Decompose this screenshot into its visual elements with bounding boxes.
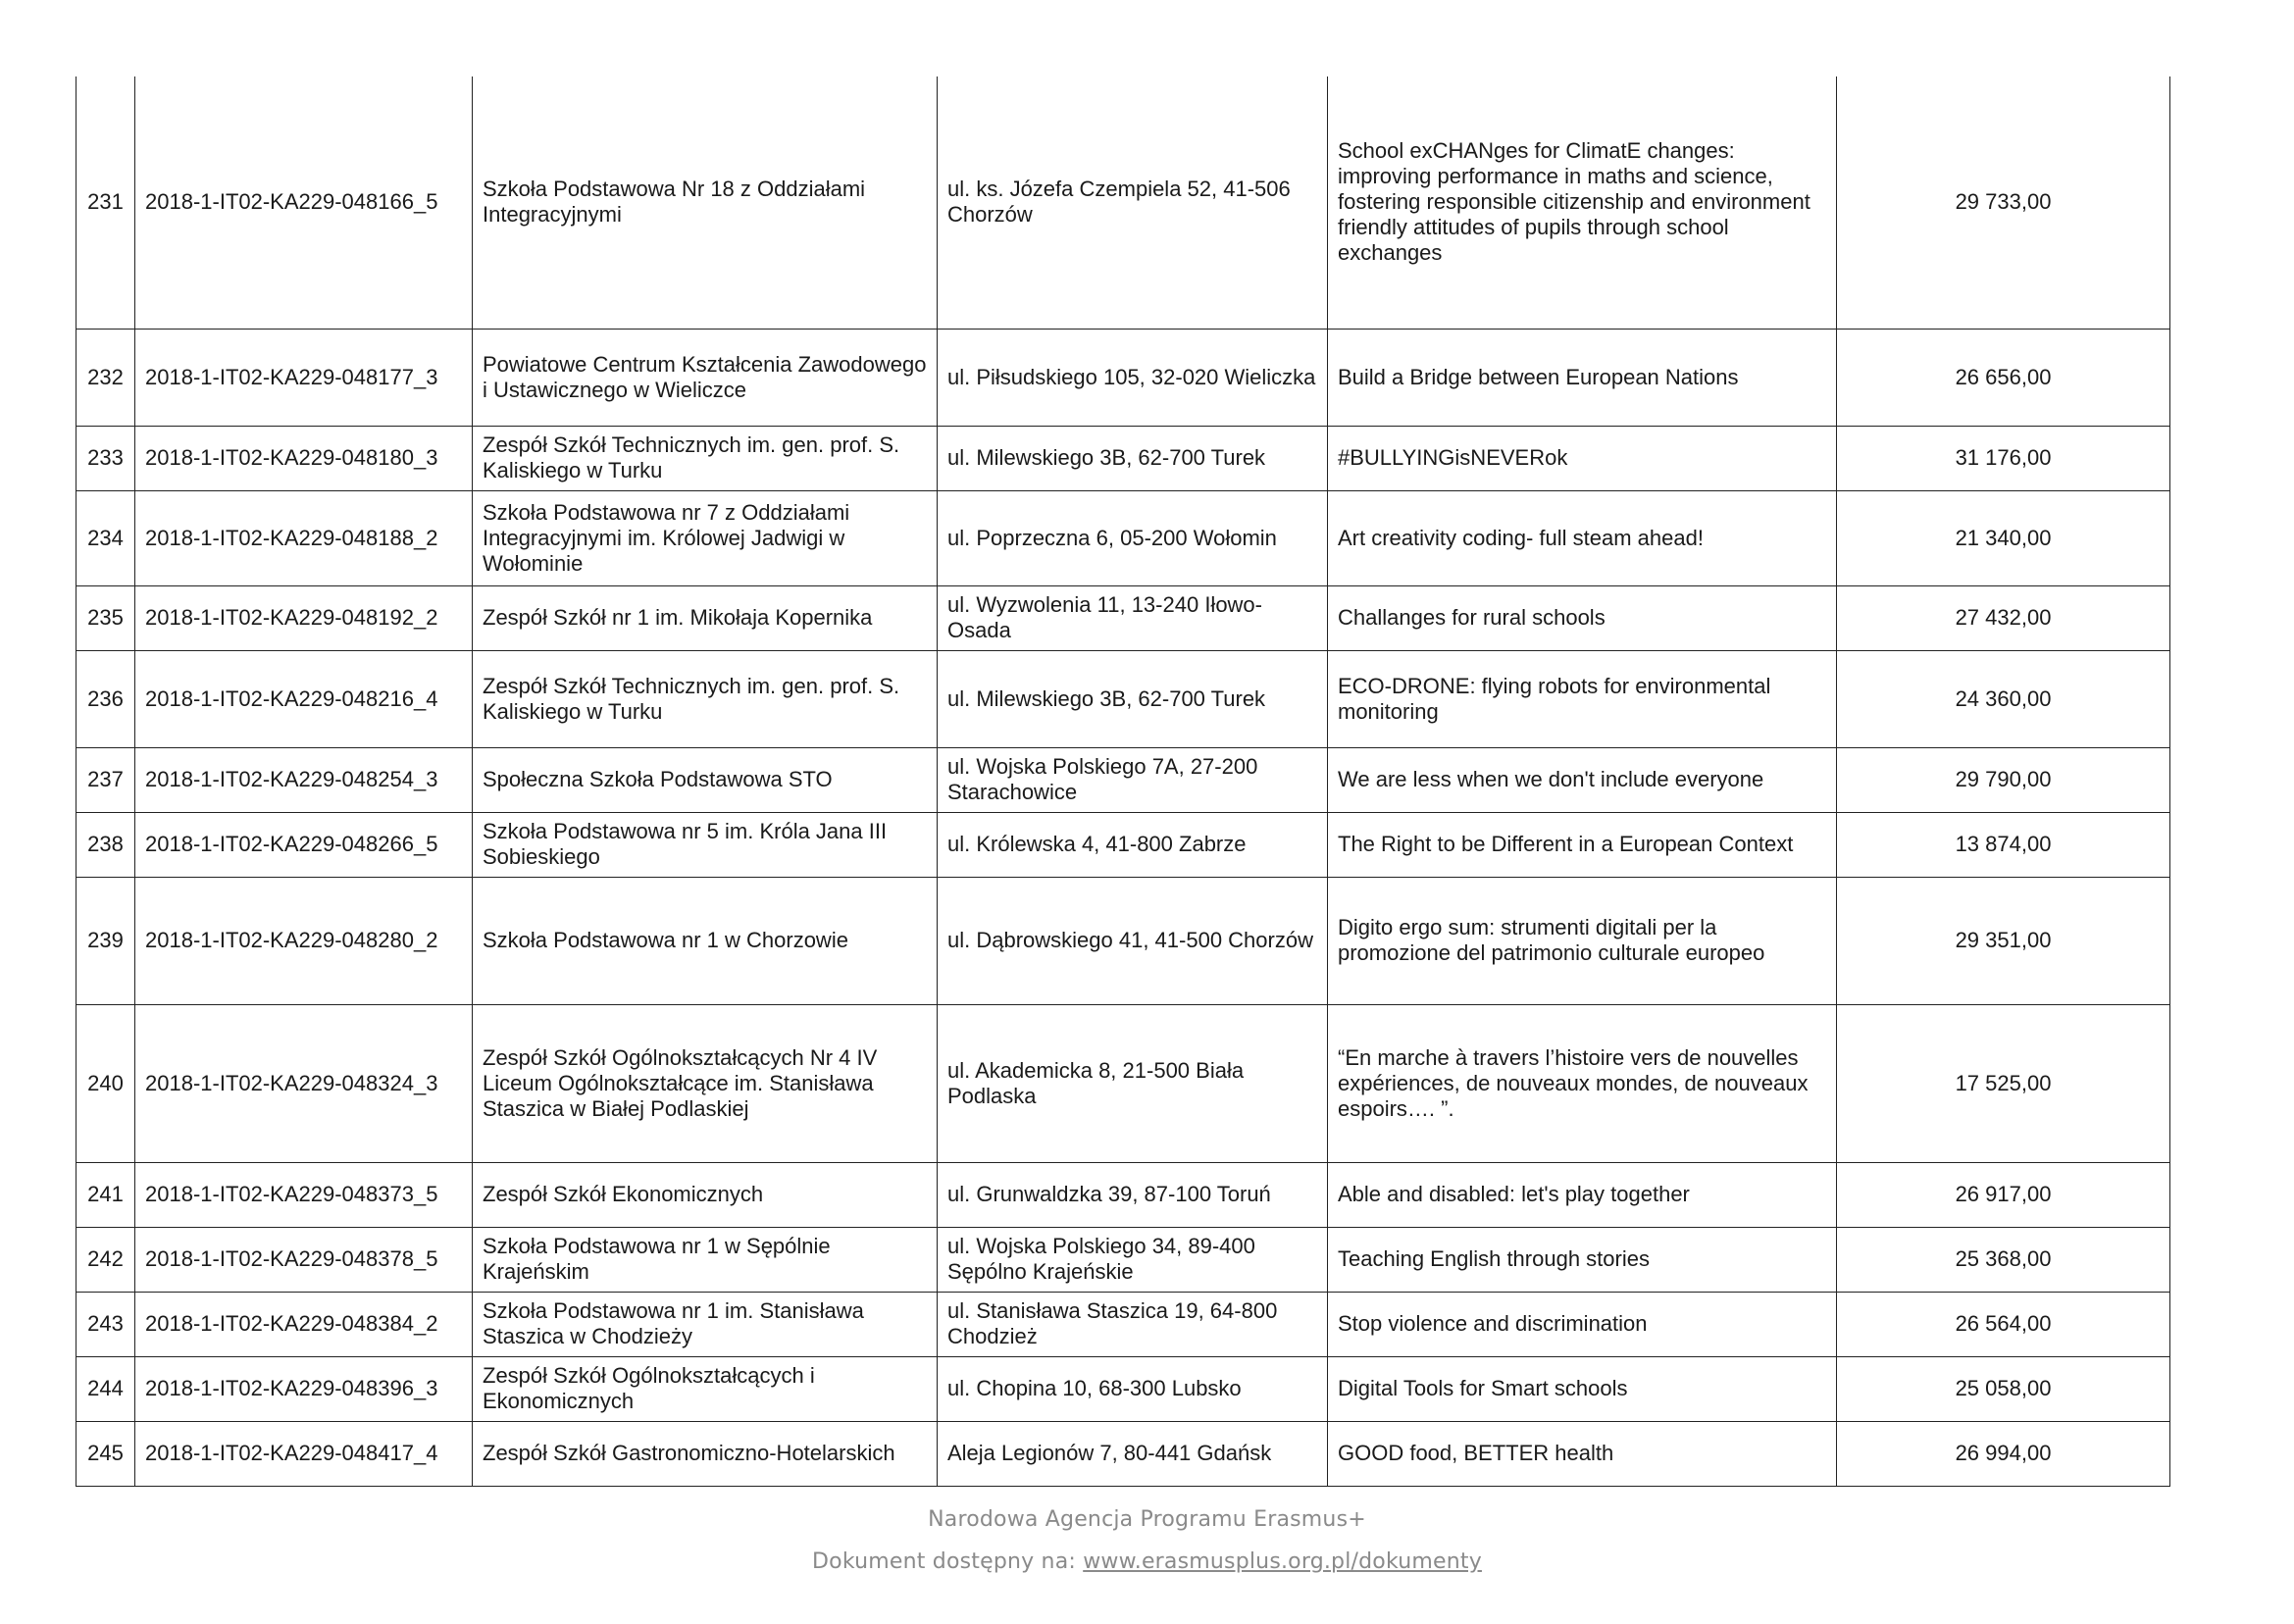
row-number-cell: 242 [76, 1227, 135, 1292]
grant-amount-cell: 24 360,00 [1837, 650, 2170, 747]
address-cell: ul. Wyzwolenia 11, 13-240 Iłowo-Osada [938, 585, 1328, 650]
grant-amount-cell: 26 656,00 [1837, 329, 2170, 426]
project-title-cell: Able and disabled: let's play together [1328, 1162, 1837, 1227]
project-title-cell: Challanges for rural schools [1328, 585, 1837, 650]
project-reference-cell: 2018-1-IT02-KA229-048166_5 [135, 76, 473, 329]
address-cell: ul. Milewskiego 3B, 62-700 Turek [938, 426, 1328, 490]
address-cell: ul. Chopina 10, 68-300 Lubsko [938, 1356, 1328, 1421]
project-reference-cell: 2018-1-IT02-KA229-048280_2 [135, 877, 473, 1004]
project-title-cell: Digito ergo sum: strumenti digitali per la promozione del patrimonio culturale europeo [1328, 877, 1837, 1004]
row-number-cell: 232 [76, 329, 135, 426]
table-row [76, 426, 2170, 490]
address-cell: ul. Stanisława Staszica 19, 64-800 Chodzież [938, 1292, 1328, 1356]
row-number-cell: 239 [76, 877, 135, 1004]
address-cell: ul. Wojska Polskiego 7A, 27-200 Starachowice [938, 747, 1328, 812]
row-number-cell: 233 [76, 426, 135, 490]
grant-amount-cell: 31 176,00 [1837, 426, 2170, 490]
project-title-cell: The Right to be Different in a European Context [1328, 812, 1837, 877]
address-cell: ul. Wojska Polskiego 34, 89-400 Sępólno Krajeńskie [938, 1227, 1328, 1292]
address-cell: ul. Dąbrowskiego 41, 41-500 Chorzów [938, 877, 1328, 1004]
footer-availability [0, 1549, 2294, 1574]
address-cell: ul. Akademicka 8, 21-500 Biała Podlaska [938, 1004, 1328, 1162]
footer-documents-link[interactable]: www.erasmusplus.org.pl/dokumenty [1083, 1549, 1482, 1574]
institution-cell: Zespół Szkół Ogólnokształcących i Ekonomicznych [473, 1356, 938, 1421]
grant-amount-cell: 29 351,00 [1837, 877, 2170, 1004]
project-reference-cell: 2018-1-IT02-KA229-048396_3 [135, 1356, 473, 1421]
table-row [76, 1356, 2170, 1421]
table-row [76, 1004, 2170, 1162]
grant-amount-cell: 25 058,00 [1837, 1356, 2170, 1421]
project-reference-cell: 2018-1-IT02-KA229-048254_3 [135, 747, 473, 812]
project-reference-cell: 2018-1-IT02-KA229-048373_5 [135, 1162, 473, 1227]
project-title-cell: GOOD food, BETTER health [1328, 1421, 1837, 1486]
grants-table-body [76, 76, 2170, 1486]
project-title-cell: School exCHANges for ClimatE changes: improving performance in maths and science, fostering responsible citizenship and environment friendly attitudes of pupils through school exchanges [1328, 76, 1837, 329]
grant-amount-cell: 27 432,00 [1837, 585, 2170, 650]
row-number-cell: 240 [76, 1004, 135, 1162]
table-row [76, 812, 2170, 877]
row-number-cell: 231 [76, 76, 135, 329]
project-title-cell: “En marche à travers l’histoire vers de nouvelles expériences, de nouveaux mondes, de nouveaux espoirs…. ”. [1328, 1004, 1837, 1162]
table-row [76, 747, 2170, 812]
project-reference-cell: 2018-1-IT02-KA229-048192_2 [135, 585, 473, 650]
footer-agency: Narodowa Agencja Programu Erasmus+ [928, 1507, 1366, 1532]
institution-cell: Szkoła Podstawowa nr 1 im. Stanisława Staszica w Chodzieży [473, 1292, 938, 1356]
project-title-cell: We are less when we don't include everyone [1328, 747, 1837, 812]
institution-cell: Szkoła Podstawowa nr 1 w Chorzowie [473, 877, 938, 1004]
institution-cell: Szkoła Podstawowa Nr 18 z Oddziałami Integracyjnymi [473, 76, 938, 329]
table-row [76, 329, 2170, 426]
project-reference-cell: 2018-1-IT02-KA229-048177_3 [135, 329, 473, 426]
table-row [76, 1421, 2170, 1486]
address-cell: ul. ks. Józefa Czempiela 52, 41-506 Chorzów [938, 76, 1328, 329]
row-number-cell: 238 [76, 812, 135, 877]
project-reference-cell: 2018-1-IT02-KA229-048324_3 [135, 1004, 473, 1162]
institution-cell: Zespół Szkół nr 1 im. Mikołaja Kopernika [473, 585, 938, 650]
row-number-cell: 245 [76, 1421, 135, 1486]
grant-amount-cell: 17 525,00 [1837, 1004, 2170, 1162]
project-reference-cell: 2018-1-IT02-KA229-048216_4 [135, 650, 473, 747]
project-title-cell: Art creativity coding- full steam ahead! [1328, 490, 1837, 585]
grant-amount-cell: 13 874,00 [1837, 812, 2170, 877]
table-row [76, 1292, 2170, 1356]
table-row [76, 490, 2170, 585]
project-reference-cell: 2018-1-IT02-KA229-048266_5 [135, 812, 473, 877]
institution-cell: Zespół Szkół Technicznych im. gen. prof. S. Kaliskiego w Turku [473, 650, 938, 747]
project-reference-cell: 2018-1-IT02-KA229-048378_5 [135, 1227, 473, 1292]
grant-amount-cell: 29 733,00 [1837, 76, 2170, 329]
project-reference-cell: 2018-1-IT02-KA229-048180_3 [135, 426, 473, 490]
grant-amount-cell: 26 917,00 [1837, 1162, 2170, 1227]
row-number-cell: 244 [76, 1356, 135, 1421]
footer-available-prefix: Dokument dostępny na: [812, 1549, 1084, 1574]
institution-cell: Szkoła Podstawowa nr 5 im. Króla Jana III Sobieskiego [473, 812, 938, 877]
institution-cell: Zespół Szkół Technicznych im. gen. prof. S. Kaliskiego w Turku [473, 426, 938, 490]
address-cell: ul. Grunwaldzka 39, 87-100 Toruń [938, 1162, 1328, 1227]
row-number-cell: 236 [76, 650, 135, 747]
address-cell: ul. Milewskiego 3B, 62-700 Turek [938, 650, 1328, 747]
project-reference-cell: 2018-1-IT02-KA229-048417_4 [135, 1421, 473, 1486]
table-row [76, 1162, 2170, 1227]
address-cell: ul. Piłsudskiego 105, 32-020 Wieliczka [938, 329, 1328, 426]
table-row [76, 1227, 2170, 1292]
row-number-cell: 237 [76, 747, 135, 812]
project-title-cell: Teaching English through stories [1328, 1227, 1837, 1292]
project-title-cell: #BULLYINGisNEVERok [1328, 426, 1837, 490]
address-cell: ul. Poprzeczna 6, 05-200 Wołomin [938, 490, 1328, 585]
project-title-cell: Digital Tools for Smart schools [1328, 1356, 1837, 1421]
row-number-cell: 234 [76, 490, 135, 585]
row-number-cell: 243 [76, 1292, 135, 1356]
grants-table [76, 76, 2170, 1487]
institution-cell: Powiatowe Centrum Kształcenia Zawodowego i Ustawicznego w Wieliczce [473, 329, 938, 426]
address-cell: ul. Królewska 4, 41-800 Zabrze [938, 812, 1328, 877]
table-row [76, 585, 2170, 650]
project-title-cell: ECO-DRONE: flying robots for environmental monitoring [1328, 650, 1837, 747]
row-number-cell: 235 [76, 585, 135, 650]
grant-amount-cell: 25 368,00 [1837, 1227, 2170, 1292]
institution-cell: Szkoła Podstawowa nr 7 z Oddziałami Integracyjnymi im. Królowej Jadwigi w Wołominie [473, 490, 938, 585]
project-reference-cell: 2018-1-IT02-KA229-048188_2 [135, 490, 473, 585]
institution-cell: Zespół Szkół Ekonomicznych [473, 1162, 938, 1227]
institution-cell: Zespół Szkół Ogólnokształcących Nr 4 IV Liceum Ogólnokształcące im. Stanisława Staszica w Białej Podlaskiej [473, 1004, 938, 1162]
institution-cell: Szkoła Podstawowa nr 1 w Sępólnie Krajeńskim [473, 1227, 938, 1292]
address-cell: Aleja Legionów 7, 80-441 Gdańsk [938, 1421, 1328, 1486]
grant-amount-cell: 29 790,00 [1837, 747, 2170, 812]
table-row [76, 76, 2170, 329]
grant-amount-cell: 26 564,00 [1837, 1292, 2170, 1356]
table-row [76, 877, 2170, 1004]
grant-amount-cell: 21 340,00 [1837, 490, 2170, 585]
institution-cell: Społeczna Szkoła Podstawowa STO [473, 747, 938, 812]
project-reference-cell: 2018-1-IT02-KA229-048384_2 [135, 1292, 473, 1356]
institution-cell: Zespół Szkół Gastronomiczno-Hotelarskich [473, 1421, 938, 1486]
grant-amount-cell: 26 994,00 [1837, 1421, 2170, 1486]
project-title-cell: Build a Bridge between European Nations [1328, 329, 1837, 426]
project-title-cell: Stop violence and discrimination [1328, 1292, 1837, 1356]
table-row [76, 650, 2170, 747]
row-number-cell: 241 [76, 1162, 135, 1227]
